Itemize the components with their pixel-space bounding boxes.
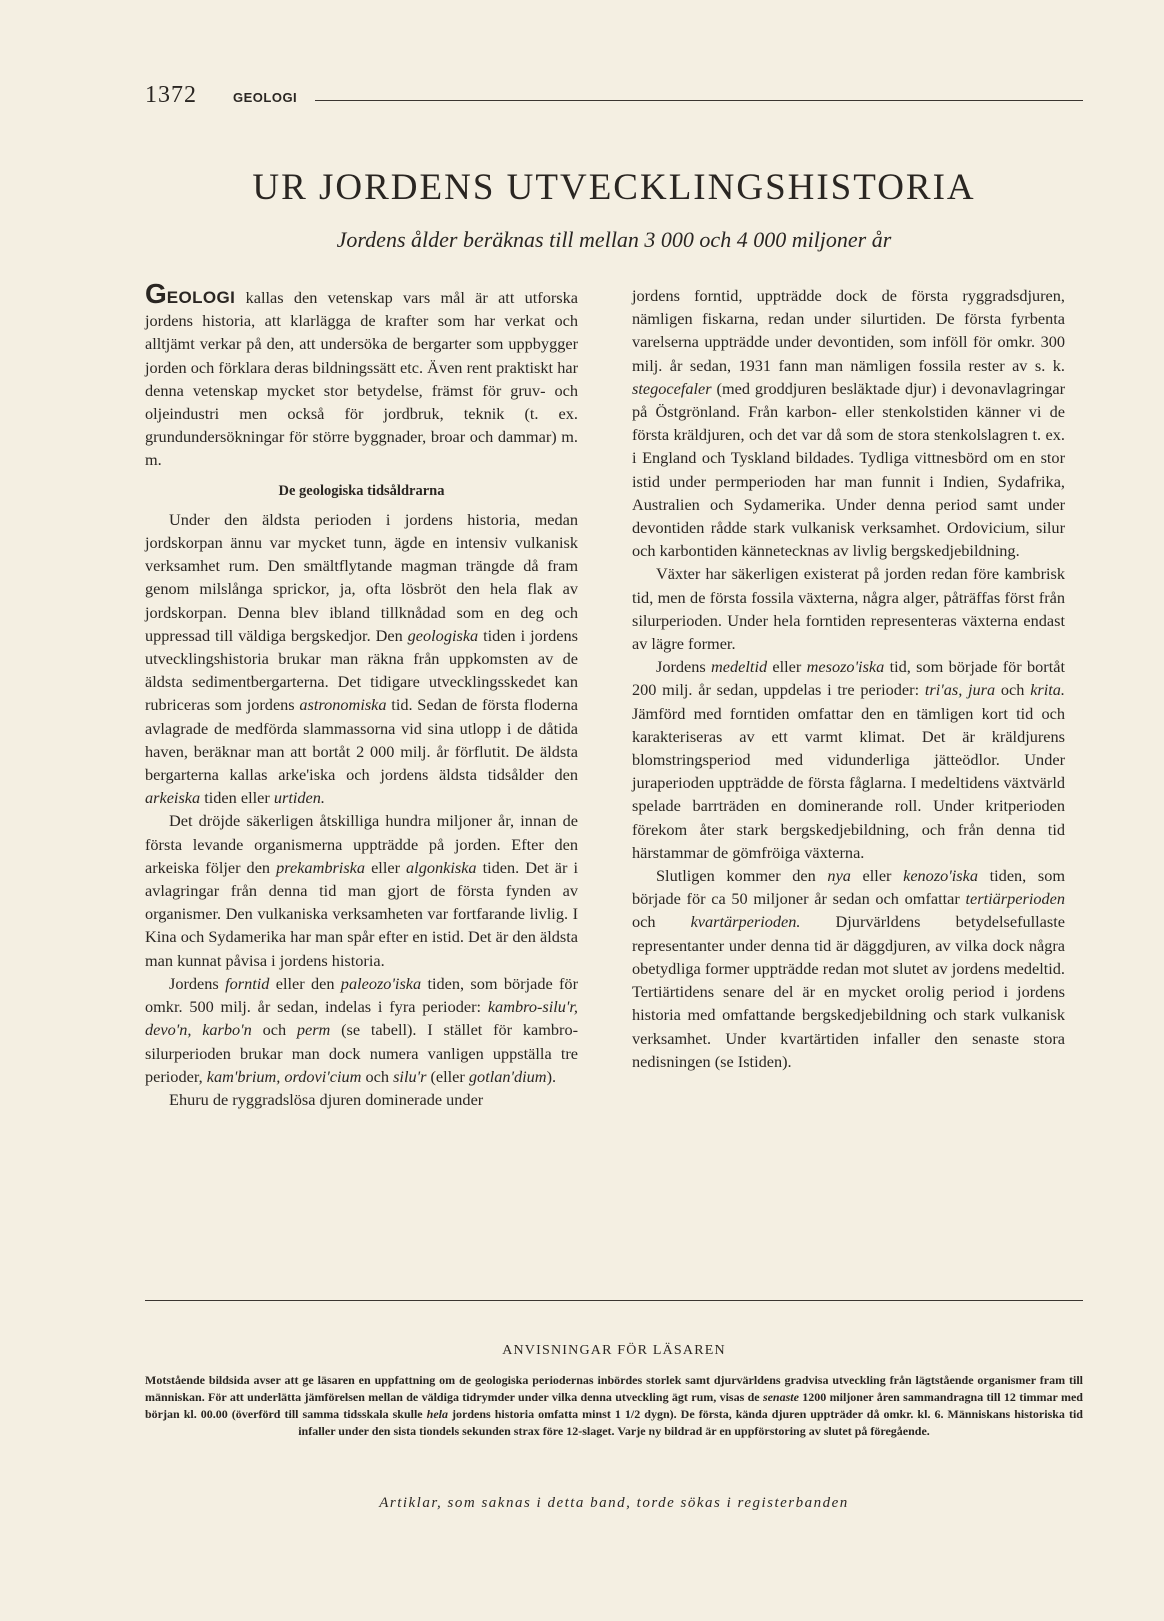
paragraph: Under den äldsta perioden i jordens historia, medan jordskorpan ännu var mycket tunn, ägde en intensiv vulkanisk verksamhet rum. Den smältflytande magman trängde då fram genom milslånga sprickor, ja, ofta lösbröt den hela flak av jordskorpan. Denna blev ibland tillknådad som en deg och uppressad till väldiga bergskedjor. Den geologiska tiden i jordens utvecklingshistoria brukar man räkna från uppkomsten av de äldsta sedimentbergarterna. Det tidigare utvecklingsskedet kan rubriceras som jordens astronomiska tid. Sedan de första floderna avlagrade de medförda slammassorna vid sina utlopp i de dåtida haven, beräknar man att bortåt 2 000 milj. år förflutit. De äldsta bergarterna kallas arke'iska och jordens äldsta tidsålder den arkeiska tiden eller urtiden. bbox=[145, 509, 579, 808]
section-label: GEOLOGI bbox=[233, 90, 298, 105]
paragraph: Slutligen kommer den nya eller kenozo'iska tiden, som började för ca 50 miljoner år sedan och omfattar tertiärperioden och kvartärperioden. Djurvärldens betydelsefullaste representanter under denna tid är däggdjuren, av vilka dock några obetydliga former uppträdde redan mot slutet av jordens medeltid. Tertiärtidens senare del är en mycket orolig period i jordens historia med omfattande bergskedjebildning och stark vulkanisk verksamhet. Under kvartärtiden infaller den senaste stora nedisningen (se Istiden). bbox=[632, 866, 1066, 1071]
lead-word: EOLOGI bbox=[166, 288, 236, 307]
intro-paragraph: GEOLOGI kallas den vetenskap vars mål är att utforska jordens historia, att klarlägga de krafter som har verkat och alltjämt verkar på den, att undersöka de bergarter som uppbygger jorden och förklara deras bildningssätt etc. Även rent praktiskt har denna vetenskap mycket stor betydelse, främst för gruv- och oljeindustri men också för jordbruk, teknik (t. ex. grundundersökningar för större byggnader, broar och dammar) m. m. bbox=[145, 278, 578, 470]
header-rule bbox=[315, 100, 1083, 101]
paragraph: Växter har säkerligen existerat på jorden redan före kambrisk tid, men de första fossila växterna, några alger, påträffas först från silurperioden. Under hela forntiden representeras växterna endast av lägre former. bbox=[632, 564, 1065, 654]
article-subtitle: Jordens ålder beräknas till mellan 3 000 och 4 000 miljoner år bbox=[336, 227, 892, 252]
paragraph: Det dröjde säkerligen åtskilliga hundra miljoner år, innan de första levande organismerna uppträdde på jorden. Efter den arkeiska följer den prekambriska eller algonkiska tiden. Det är i avlagringar från denna tid man gjort de första fynden av organismer. Den vulkaniska verksamheten var fortfarande livlig. I Kina och Sydamerika har man spår efter en istid. Det är den äldsta man kunnat påvisa i jordens historia. bbox=[145, 811, 579, 970]
article-title: UR JORDENS UTVECKLINGSHISTORIA bbox=[252, 167, 976, 208]
left-column bbox=[145, 278, 579, 1111]
right-column bbox=[632, 284, 1065, 1073]
section-subheading: De geologiska tidsåldrarna bbox=[278, 482, 445, 499]
paragraph: Jordens forntid eller den paleozo'iska tiden, som började för omkr. 500 milj. år sedan, indelas i fyra perioder: kambro-silu'r, devo'n, karbo'n och perm (se tabell). I stället för kambro-silurperioden brukar man dock numera vanligen uppställa tre perioder, kam'brium, ordovi'cium och silu'r (eller gotlan'dium). bbox=[145, 973, 579, 1086]
notes-body: Motstående bildsida avser att ge läsaren en uppfattning om de geologiska periodernas inbördes storlek samt djurvärldens gradvisa utveckling från lägtstående organismer fram till människan. För att underlätta jämförelsen mellan de väldiga tidrymder under vilka denna utveckling ägt rum, visas de senaste 1200 miljoner åren sammandragna till 12 timmar med början kl. 00.00 (överförd till samma tidsskala skulle hela jordens historia omfatta minst 1 1/2 dygn). De första, kända djuren uppträder då omkr. kl. 6. Människans historiska tid infaller under den sista tiondels sekunden strax före 12-slaget. Varje ny bildrad är en uppförstoring av slutet på föregående. bbox=[145, 1373, 1083, 1438]
paragraph: Jordens medeltid eller mesozo'iska tid, som började för bortåt 200 milj. år sedan, uppdelas i tre perioder: tri'as, jura och krita. Jämförd med forntiden omfattar den en tämligen kort tid och karakteriseras av ett varmt klimat. Det är kräldjurens blomstringsperiod med vidunderliga jätteödlor. Under juraperioden uppträdde de första fåglarna. I medeltidens växtvärld spelade barrträden en dominerande roll. Under kritperioden förekom åter stark bergskedjebildning, och från denna tid härstammar de gömfröiga växterna. bbox=[632, 657, 1066, 862]
footer-note: Artiklar, som saknas i detta band, torde sökas i registerbanden bbox=[379, 1495, 849, 1511]
page-header bbox=[145, 82, 1083, 112]
page-number: 1372 bbox=[145, 82, 197, 108]
section-divider bbox=[145, 1300, 1083, 1301]
paragraph: jordens forntid, uppträdde dock de första ryggradsdjuren, nämligen fiskarna, redan under silurtiden. De första fyrbenta varelserna uppträdde under devontiden, som inföll för omkr. 300 milj. år sedan, 1931 fann man nämligen fossila rester av s. k. stegocefaler (med groddjuren besläktade djur) i devonavlagringar på Östgrönland. Från karbon- eller stenkolstiden känner vi de första kräldjuren, och det var då som de stora stenkolslagren t. ex. i England och Tyskland bildades. Tydliga vittnesbörd om en stor istid under permperioden har man funnit i Indien, Sydafrika, Australien och Sydamerika. Under denna period samt under devontiden rådde stark vulkanisk verksamhet. Ordovicium, silur och karbontiden kännetecknas av livlig bergskedjebildning. bbox=[632, 286, 1065, 561]
drop-cap: G bbox=[145, 278, 167, 309]
notes-heading: ANVISNINGAR FÖR LÄSAREN bbox=[502, 1343, 726, 1358]
paragraph: Ehuru de ryggradslösa djuren dominerade under bbox=[169, 1089, 484, 1109]
